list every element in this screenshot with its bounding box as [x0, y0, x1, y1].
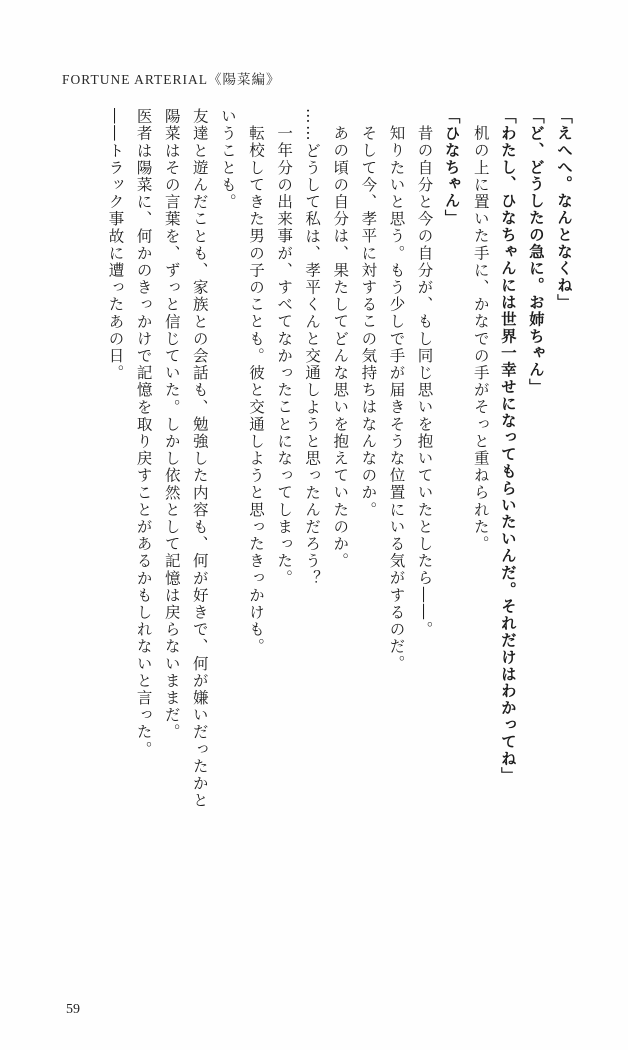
text-column: いうことも。: [218, 108, 237, 211]
text-column: 友達と遊んだことも、家族との会話も、勉強した内容も、何が好きで、何が嫌いだったかと: [190, 108, 209, 810]
text-column: 医者は陽菜に、何かのきっかけで記憶を取り戻すことがあるかもしれないと言った。: [134, 108, 153, 758]
body-text-area: [56, 108, 572, 938]
text-column: ……どうして私は、孝平くんと交通しようと思ったんだろう？: [303, 108, 322, 587]
running-header: FORTUNE ARTERIAL《陽菜編》: [62, 72, 281, 87]
text-column: 転校してきた男の子のことも。彼と交通しようと思ったきっかけも。: [246, 125, 265, 656]
vertical-columns: [107, 108, 572, 938]
text-column-dialog: 「ひなちゃん」: [442, 108, 462, 227]
text-column: ――トラック事故に遭ったあの日。: [106, 108, 125, 382]
text-column: 一年分の出来事が、すべてなかったことになってしまった。: [275, 125, 294, 587]
text-column: 机の上に置いた手に、かなでの手がそっと重ねられた。: [471, 125, 490, 553]
text-column-dialog: 「えへへ。なんとなくね」: [555, 108, 574, 311]
page-number: 59: [66, 1002, 80, 1017]
text-column-dialog: 「わたし、ひなちゃんには世界一幸せになってもらいたいんだ。それだけはわかってね」: [498, 108, 518, 784]
text-column: 陽菜はその言葉を、ずっと信じていた。しかし依然として記憶は戻らないままだ。: [162, 108, 181, 741]
text-column: あの頃の自分は、果たしてどんな思いを抱えていたのか。: [331, 125, 350, 570]
text-column: 知りたいと思う。もう少しで手が届きそうな位置にいる気がするのだ。: [387, 125, 406, 673]
text-column-dialog: 「ど、どうしたの急に。お姉ちゃん」: [526, 108, 546, 396]
text-column: そして今、孝平に対するこの気持ちはなんなのか。: [359, 125, 378, 519]
text-column: 昔の自分と今の自分が、もし同じ思いを抱いていたとしたら――。: [415, 125, 434, 638]
